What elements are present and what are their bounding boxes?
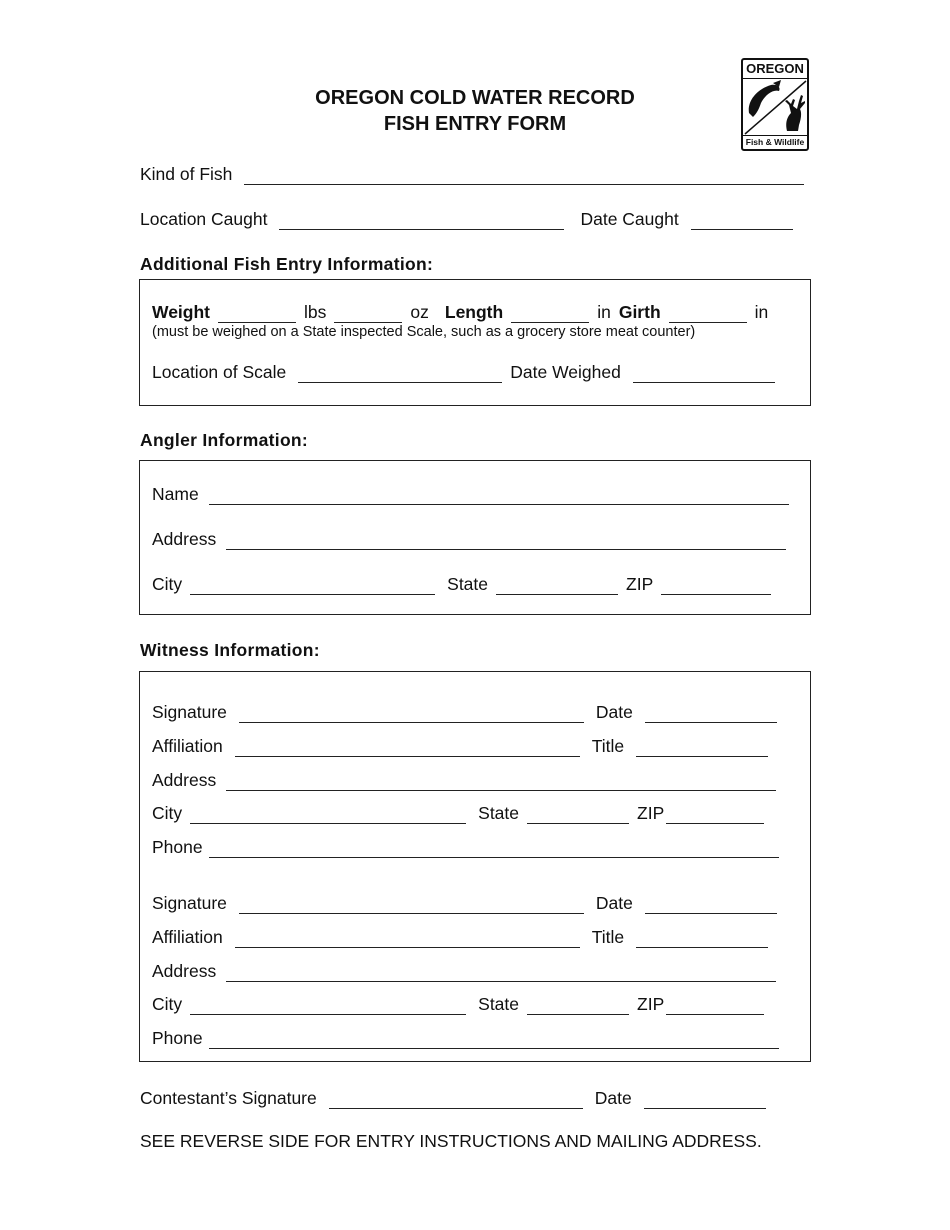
angler-name-row <box>152 483 797 505</box>
scale-note: (must be weighed on a State inspected Scale, such as a grocery store meat counter) <box>152 324 696 340</box>
witness-1-signature-field[interactable] <box>239 705 584 723</box>
kind-of-fish-label: Kind of Fish <box>140 164 233 184</box>
witness-2-date-field[interactable] <box>645 896 777 914</box>
kind-of-fish-row <box>140 163 812 185</box>
witness-1-address-label: Address <box>152 770 217 790</box>
witness-2-phone-field[interactable] <box>209 1031 779 1049</box>
witness-2-address-field[interactable] <box>226 964 776 982</box>
witness-1-date-field[interactable] <box>645 705 777 723</box>
fish-and-elk-icon <box>743 79 807 135</box>
witness-1-state-field[interactable] <box>527 806 629 824</box>
witness-1-date-label: Date <box>595 702 633 722</box>
additional-info-box <box>139 279 811 406</box>
weight-label: Weight <box>152 302 211 322</box>
girth-field[interactable] <box>669 305 747 323</box>
witness-2-state-field[interactable] <box>527 997 629 1015</box>
angler-name-label: Name <box>152 484 199 504</box>
witness-2-title-field[interactable] <box>636 930 768 948</box>
witness-2-city-label: City <box>152 994 183 1014</box>
scale-row <box>152 361 783 383</box>
witness-1-state-label: State <box>478 803 520 823</box>
witness-1-phone-label: Phone <box>152 837 203 857</box>
witness-2-address-row <box>152 960 784 982</box>
witness-2-zip-field[interactable] <box>666 997 764 1015</box>
witness-2-address-label: Address <box>152 961 217 981</box>
contestant-signature-label: Contestant’s Signature <box>140 1088 317 1108</box>
witness-2-date-label: Date <box>595 893 633 913</box>
angler-name-field[interactable] <box>209 487 789 505</box>
length-field[interactable] <box>511 305 589 323</box>
angler-address-label: Address <box>152 529 217 549</box>
angler-info-heading: Angler Information: <box>140 430 309 450</box>
witness-1-affiliation-field[interactable] <box>235 739 580 757</box>
witness-2-phone-row <box>152 1027 787 1049</box>
angler-address-field[interactable] <box>226 532 786 550</box>
witness-1-phone-field[interactable] <box>209 840 779 858</box>
date-weighed-label: Date Weighed <box>510 362 621 382</box>
angler-city-row <box>152 573 779 595</box>
location-caught-label: Location Caught <box>140 209 268 229</box>
witness-2-city-field[interactable] <box>190 997 466 1015</box>
contestant-date-label: Date <box>594 1088 632 1108</box>
witness-2-signature-field[interactable] <box>239 896 584 914</box>
witness-2-title-label: Title <box>591 927 625 947</box>
witness-1-zip-field[interactable] <box>666 806 764 824</box>
angler-zip-label: ZIP <box>626 574 654 594</box>
girth-label: Girth <box>618 302 661 322</box>
form-title-line-2: FISH ENTRY FORM <box>383 113 567 135</box>
contestant-signature-row <box>140 1087 774 1109</box>
logo-bottom-text: Fish & Wildlife <box>743 135 807 149</box>
odfw-logo <box>741 58 809 151</box>
witness-1-signature-row <box>152 701 785 723</box>
witness-2-zip-label: ZIP <box>637 994 665 1014</box>
witness-2-city-row <box>152 993 772 1015</box>
angler-state-field[interactable] <box>496 577 618 595</box>
angler-zip-field[interactable] <box>661 577 771 595</box>
witness-info-heading: Witness Information: <box>140 640 320 660</box>
date-caught-label: Date Caught <box>580 209 679 229</box>
witness-1-affiliation-label: Affiliation <box>152 736 223 756</box>
witness-1-title-label: Title <box>591 736 625 756</box>
weight-oz-field[interactable] <box>334 305 402 323</box>
footer-instructions: SEE REVERSE SIDE FOR ENTRY INSTRUCTIONS AND MAILING ADDRESS. <box>140 1131 762 1151</box>
measurements-row <box>152 301 768 323</box>
witness-1-city-field[interactable] <box>190 806 466 824</box>
witness-1-signature-label: Signature <box>152 702 227 722</box>
logo-top-text: OREGON <box>743 60 807 79</box>
witness-2-affiliation-row <box>152 926 776 948</box>
weight-lbs-field[interactable] <box>218 305 296 323</box>
angler-city-field[interactable] <box>190 577 435 595</box>
date-caught-field[interactable] <box>691 212 793 230</box>
angler-address-row <box>152 528 794 550</box>
witness-2-phone-label: Phone <box>152 1028 203 1048</box>
length-label: Length <box>444 302 504 322</box>
witness-2-affiliation-label: Affiliation <box>152 927 223 947</box>
location-caught-row <box>140 208 801 230</box>
witness-2-signature-label: Signature <box>152 893 227 913</box>
witness-2-state-label: State <box>478 994 520 1014</box>
oz-label: oz <box>410 302 429 322</box>
length-unit-label: in <box>597 302 611 322</box>
witness-1-affiliation-row <box>152 735 776 757</box>
scale-location-field[interactable] <box>298 365 502 383</box>
form-title-line-1: OREGON COLD WATER RECORD <box>315 87 635 109</box>
kind-of-fish-field[interactable] <box>244 167 804 185</box>
witness-1-city-label: City <box>152 803 183 823</box>
witness-1-city-row <box>152 802 772 824</box>
date-weighed-field[interactable] <box>633 365 775 383</box>
witness-1-zip-label: ZIP <box>637 803 665 823</box>
angler-state-label: State <box>447 574 489 594</box>
lbs-label: lbs <box>304 302 327 322</box>
additional-info-heading: Additional Fish Entry Information: <box>140 254 434 274</box>
girth-unit-label: in <box>754 302 769 322</box>
scale-location-label: Location of Scale <box>152 362 287 382</box>
angler-city-label: City <box>152 574 183 594</box>
contestant-date-field[interactable] <box>644 1091 766 1109</box>
witness-1-address-row <box>152 769 784 791</box>
witness-1-phone-row <box>152 836 787 858</box>
location-caught-field[interactable] <box>279 212 564 230</box>
witness-2-affiliation-field[interactable] <box>235 930 580 948</box>
witness-1-address-field[interactable] <box>226 773 776 791</box>
witness-2-signature-row <box>152 892 785 914</box>
contestant-signature-field[interactable] <box>329 1091 583 1109</box>
witness-1-title-field[interactable] <box>636 739 768 757</box>
